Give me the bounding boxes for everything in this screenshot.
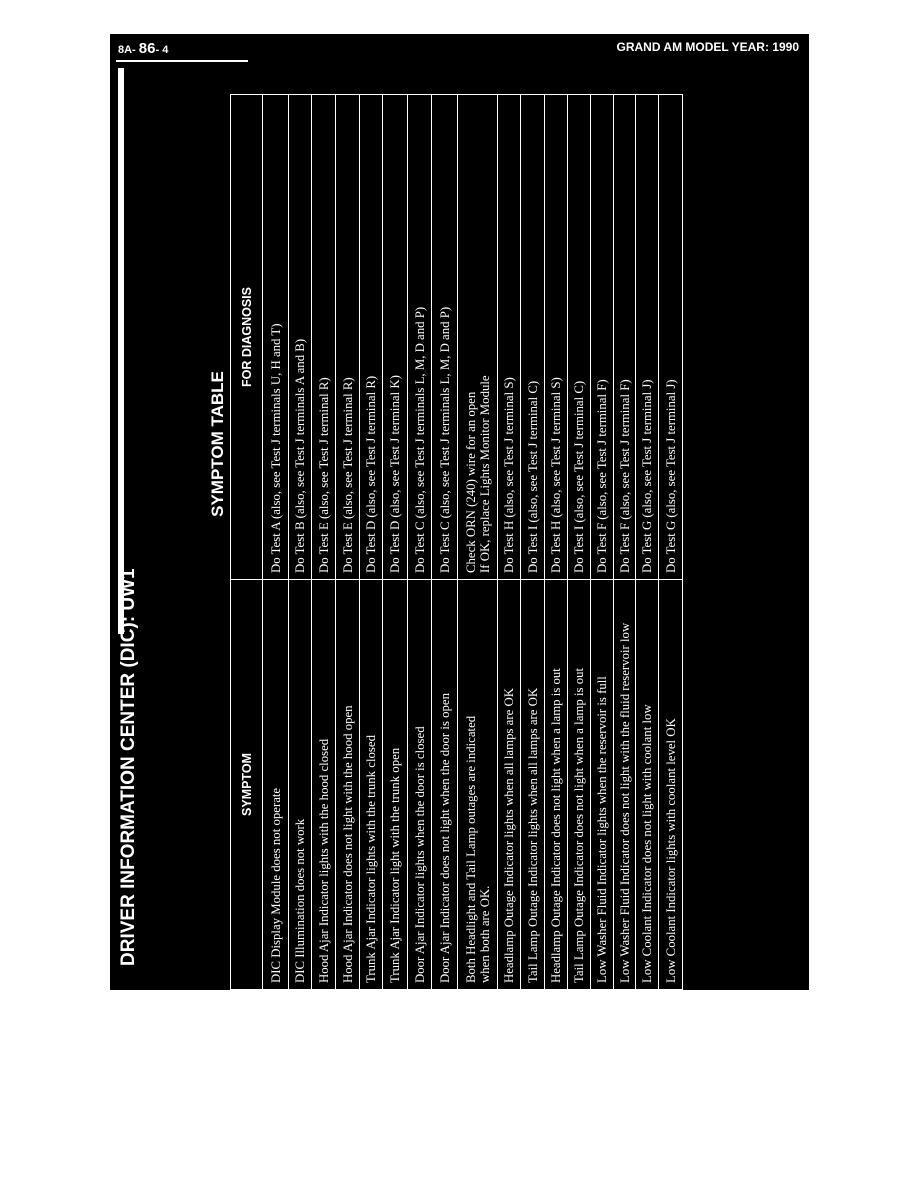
diagnosis-text: Do Test B (also, see Test J terminals A and B) [293, 338, 307, 573]
table-row [498, 95, 521, 989]
symptom-text: Low Washer Fluid Indicator does not light with the fluid reservoir low [617, 622, 632, 983]
diagnosis-text: Do Test A (also, see Test J terminals U, H and T) [268, 323, 283, 573]
symptom-cell [312, 579, 335, 989]
diagnosis-cell [614, 95, 635, 579]
symptom-cell [636, 579, 658, 989]
document-stamp: 90-8-16 (Page 14 of 20) [368, 34, 549, 49]
symptom-table [230, 94, 683, 990]
diagnosis-cell [312, 95, 335, 579]
diagnosis-cell [591, 95, 613, 579]
diagnosis-text: Check ORN (240) wire for an open [463, 391, 478, 573]
symptom-cell [408, 579, 431, 989]
symptom-text: Trunk Ajar Indicator light with the trunk open [388, 747, 402, 983]
diagnosis-text: Do Test C (also, see Test J terminals L, M, D and P) [437, 306, 452, 573]
diagnosis-cell [521, 95, 544, 579]
diagnosis-cell [408, 95, 431, 579]
symptom-text: Low Coolant Indicator does not light with coolant low [640, 704, 654, 983]
diagnosis-cell [659, 95, 682, 579]
table-row [432, 95, 458, 989]
table-row [383, 95, 408, 989]
diagnosis-cell [360, 95, 382, 579]
symptom-cell [383, 579, 407, 989]
symptom-cell [591, 579, 613, 989]
section-title: DRIVER INFORMATION CENTER (DIC): UW1 [118, 568, 139, 966]
diagnosis-cell [498, 95, 520, 579]
diagnosis-text: Do Test H (also, see Test J terminal S) [549, 377, 563, 573]
diagnosis-text: Do Test D (also, see Test J terminal K) [388, 375, 402, 573]
symptom-text: Headlamp Outage Indicator does not light when a lamp is out [549, 668, 563, 983]
table-row [545, 95, 568, 989]
page-number-main: 86 [138, 40, 156, 57]
symptom-cell [568, 579, 590, 989]
table-header-row [231, 95, 263, 989]
symptom-text: Hood Ajar Indicator does not light with the hood open [340, 705, 355, 983]
table-row [312, 95, 336, 989]
diagnosis-cell [383, 95, 407, 579]
symptom-cell [432, 579, 457, 989]
diagnosis-cell [545, 95, 567, 579]
symptom-text: DIC Illumination does not work [293, 818, 307, 983]
column-header-symptom: SYMPTOM [231, 579, 262, 989]
page-suffix: - 4 [155, 44, 169, 56]
symptom-cell [336, 579, 359, 989]
table-row [568, 95, 591, 989]
diagnosis-cell [568, 95, 590, 579]
symptom-cell [614, 579, 635, 989]
diagnosis-text: Do Test E (also, see Test J terminal R) [316, 377, 331, 573]
diagnosis-text: Do Test C (also, see Test J terminals L, M, D and P) [412, 306, 427, 573]
diagnosis-text: Do Test H (also, see Test J terminal S) [502, 377, 516, 573]
symptom-text: Tail Lamp Outage Indicator lights when all lamps are OK [525, 687, 540, 983]
diagnosis-cell [289, 95, 311, 579]
symptom-text: Door Ajar Indicator lights when the door is closed [412, 726, 427, 983]
diagnosis-text: Do Test G (also, see Test J terminal J) [640, 379, 654, 573]
table-row [636, 95, 659, 989]
diagnosis-cell [336, 95, 359, 579]
table-row [521, 95, 545, 989]
rotated-content [110, 34, 809, 990]
symptom-text: Hood Ajar Indicator lights with the hood closed [316, 738, 331, 983]
symptom-cell [360, 579, 382, 989]
diagnosis-text: Do Test F (also, see Test J terminal F) [595, 379, 609, 573]
symptom-text: Low Coolant Indicator lights with coolant level OK [663, 718, 678, 983]
table-title: SYMPTOM TABLE [208, 371, 227, 517]
symptom-text: Both Headlight and Tail Lamp outages are indicated [463, 715, 478, 983]
symptom-text: DIC Display Module does not operate [268, 787, 283, 983]
table-row [408, 95, 432, 989]
symptom-text: Low Washer Fluid Indicator lights when the reservoir is full [595, 676, 609, 983]
symptom-cell [263, 579, 288, 989]
table-row [360, 95, 383, 989]
table-row [458, 95, 498, 989]
diagnosis-text: Do Test G (also, see Test J terminal J) [663, 379, 678, 573]
symptom-text: Trunk Ajar Indicator lights with the trunk closed [364, 735, 378, 983]
symptom-cell [659, 579, 682, 989]
table-row [263, 95, 289, 989]
manual-page [110, 34, 809, 990]
symptom-text: Headlamp Outage Indicator lights when all lamps are OK [502, 688, 516, 983]
diagnosis-cell [636, 95, 658, 579]
symptom-text: Tail Lamp Outage Indicator does not light when a lamp is out [572, 667, 586, 983]
diagnosis-text: Do Test I (also, see Test J terminal C) [525, 380, 540, 573]
table-row [614, 95, 636, 989]
symptom-cell [289, 579, 311, 989]
table-row [289, 95, 312, 989]
table-row [591, 95, 614, 989]
column-header-diagnosis: FOR DIAGNOSIS [239, 287, 254, 388]
symptom-cell [458, 579, 497, 989]
diagnosis-text: Do Test F (also, see Test J terminal F) [617, 379, 632, 573]
model-year: GRAND AM MODEL YEAR: 1990 [616, 40, 799, 54]
diagnosis-cell [432, 95, 457, 579]
diagnosis-text: Do Test D (also, see Test J terminal R) [364, 375, 378, 573]
diagnosis-cell [458, 95, 497, 579]
symptom-text: Door Ajar Indicator does not light when the door is open [437, 692, 452, 983]
diagnosis-cell [263, 95, 288, 579]
table-row [659, 95, 682, 989]
symptom-text-line2: when both are OK. [477, 885, 492, 983]
symptom-cell [498, 579, 520, 989]
symptom-cell [545, 579, 567, 989]
table-row [336, 95, 360, 989]
diagnosis-text: Do Test E (also, see Test J terminal R) [340, 377, 355, 573]
symptom-cell [521, 579, 544, 989]
page-prefix: 8A- [118, 44, 139, 56]
diagnosis-text: Do Test I (also, see Test J terminal C) [572, 380, 586, 573]
diagnosis-text-line2: If OK, replace Lights Monitor Module [477, 375, 492, 573]
